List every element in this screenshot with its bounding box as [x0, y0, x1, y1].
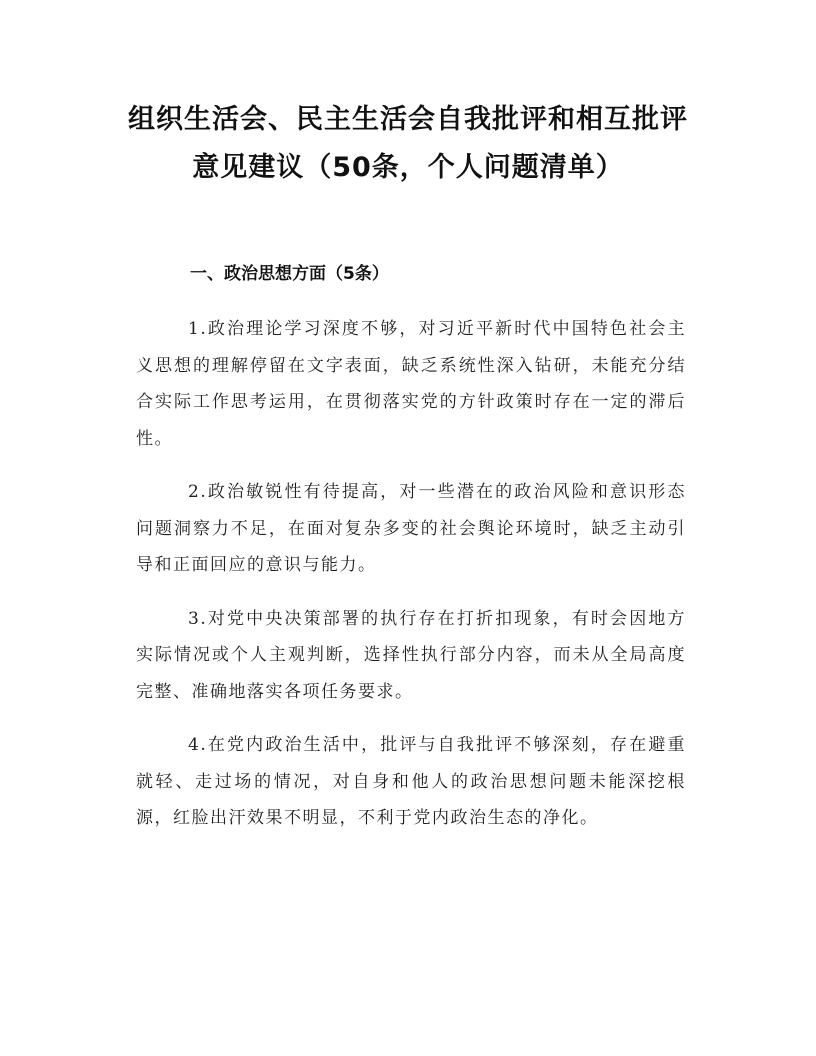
paragraph-item-4: 4.在党内政治生活中，批评与自我批评不够深刻，存在避重就轻、走过场的情况，对自身和他人的政治思想问题未能深挖根源，红脸出汗效果不明显，不利于党内政治生态的净化。 — [136, 735, 686, 828]
paragraph-item-3: 3.对党中央决策部署的执行存在打折扣现象，有时会因地方实际情况或个人主观判断，选择性执行部分内容，而未从全局高度完整、准确地落实各项任务要求。 — [136, 608, 686, 702]
paragraph-item-2: 2.政治敏锐性有待提高，对一些潜在的政治风险和意识形态问题洞察力不足，在面对复杂多变的社会舆论环境时，缺乏主动引导和正面回应的意识与能力。 — [136, 482, 686, 575]
document-title: 组织生活会、民主生活会自我批评和相互批评意见建议（50条，个人问题清单） — [128, 104, 688, 183]
document-body — [136, 311, 686, 854]
paragraph-item-1: 1.政治理论学习深度不够，对习近平新时代中国特色社会主义思想的理解停留在文字表面，缺乏系统性深入钻研，未能充分结合实际工作思考运用，在贯彻落实党的方针政策时存在一定的滞后性。 — [136, 319, 686, 449]
section-heading-political-thought: 一、政治思想方面（5条） — [190, 264, 389, 284]
